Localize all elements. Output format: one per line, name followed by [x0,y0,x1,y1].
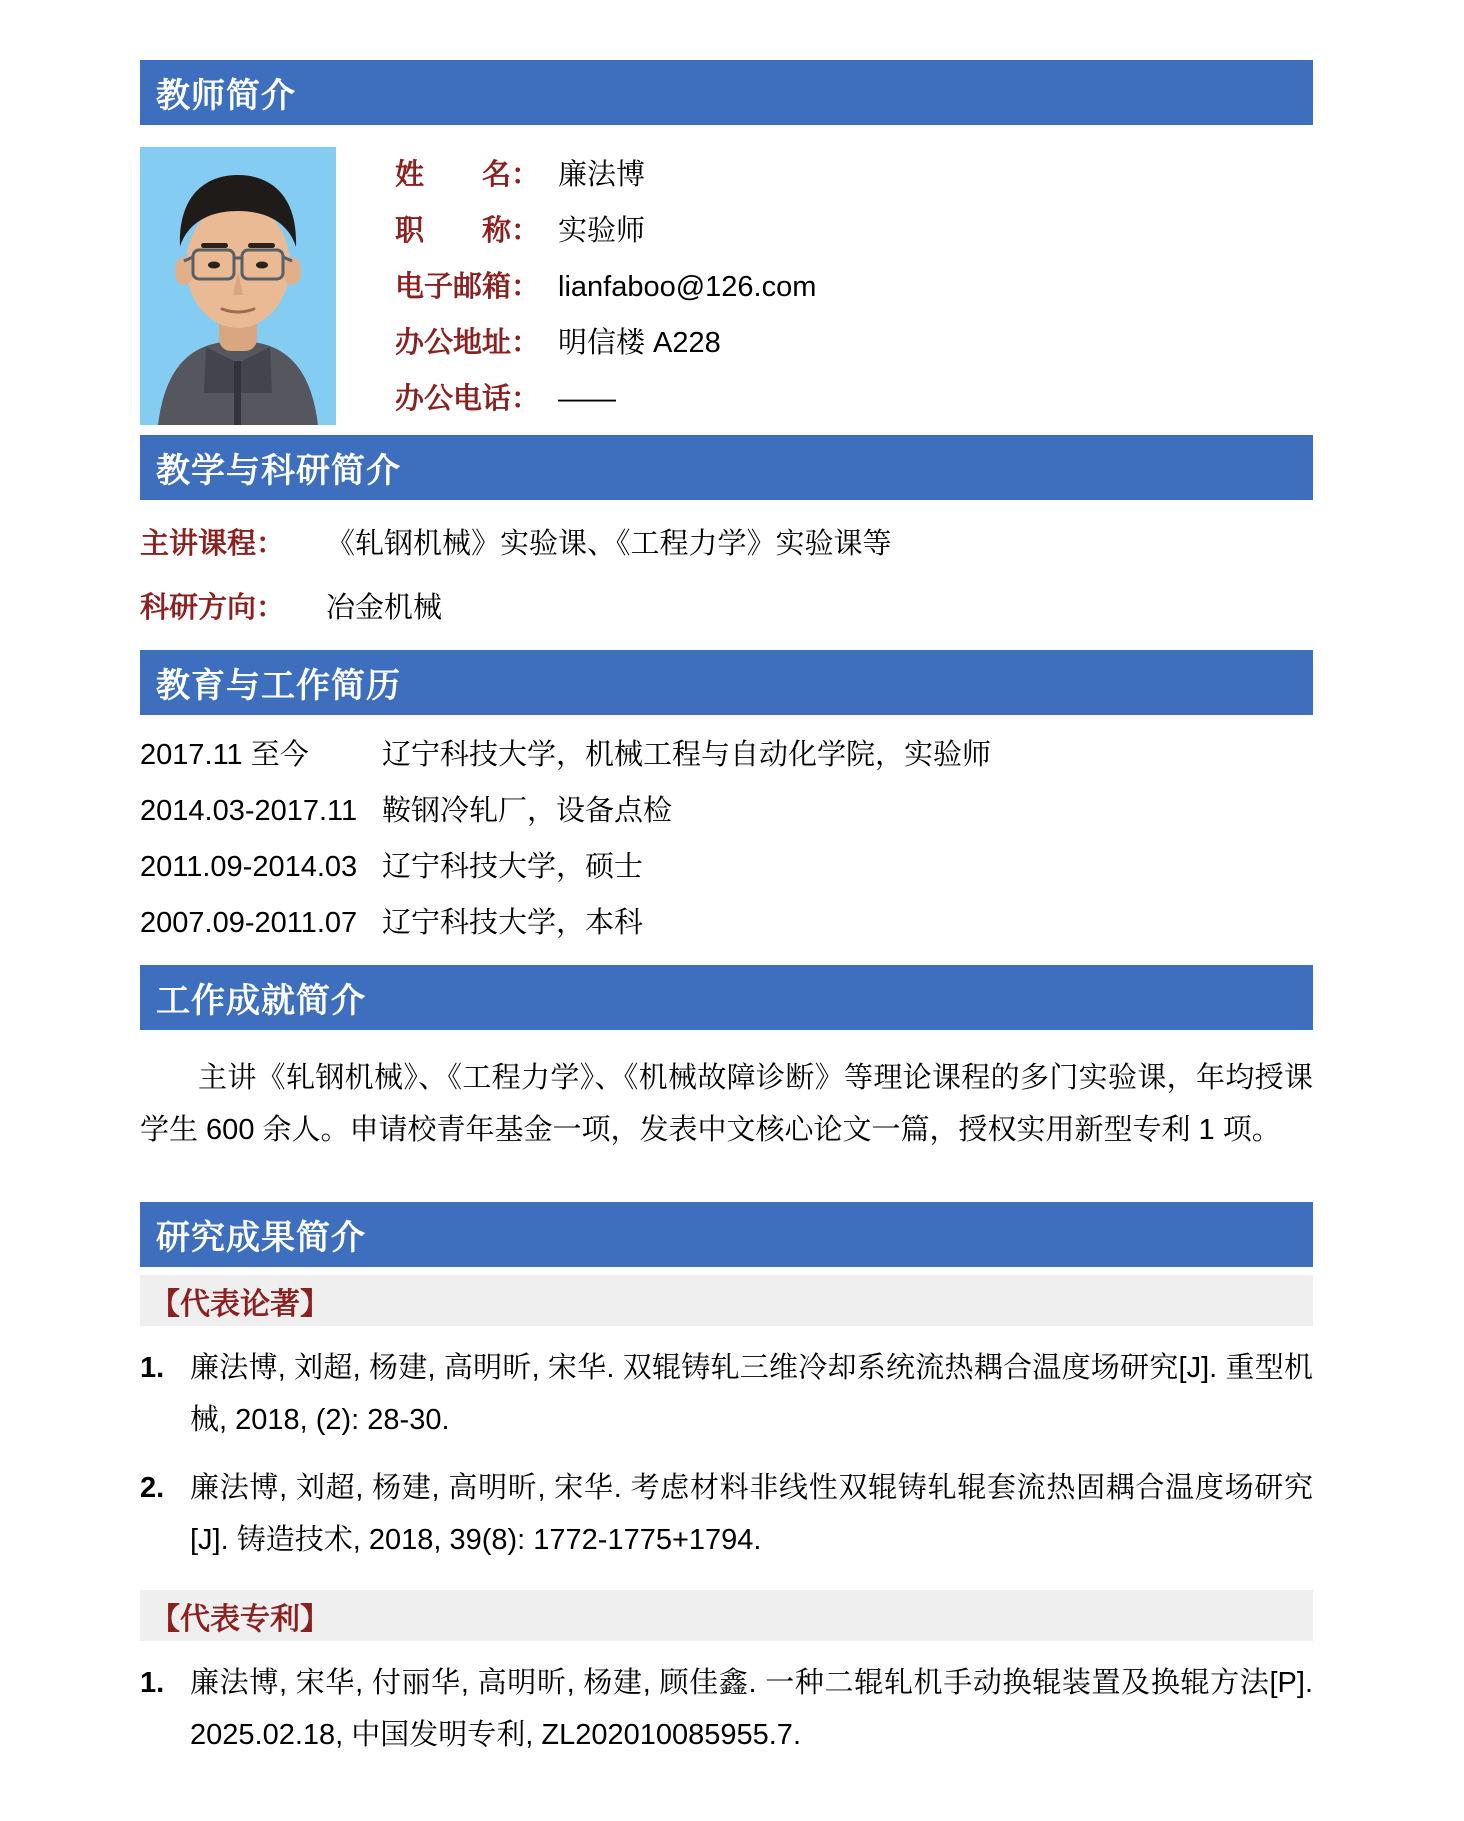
section-header-career [140,650,1313,715]
section-title-achievements: 工作成就简介 [156,982,366,1020]
section-title-teaching-research: 教学与科研简介 [156,452,401,490]
profile-block [140,147,1313,435]
section-header-teacher-intro [140,60,1313,125]
field-office-address [395,323,816,363]
field-title [395,211,816,251]
research-direction-row [140,588,1313,628]
section-header-achievements [140,965,1313,1030]
timeline-period: 2014.03-2017.11 [140,795,358,827]
section-header-research-results [140,1202,1313,1267]
section-title-teacher-intro: 教师简介 [156,77,296,115]
profile-photo [140,147,336,425]
timeline-row [140,903,1313,943]
subheading-patents-label: 【代表专利】 [150,1602,330,1636]
timeline-row [140,735,1313,775]
field-office-phone-label: 办公电话： [395,383,541,415]
publication-text: 廉法博, 刘超, 杨建, 高明昕, 宋华. 考虑材料非线性双辊铸轧辊套流热固耦合温度场研究[J]. 铸造技术, 2018, 39(8): 1772-1775+1794. [190,1472,1313,1556]
field-office-phone-value: —— [558,383,616,415]
section-title-career: 教育与工作简历 [156,667,401,705]
timeline-detail: 鞍钢冷轧厂，设备点检 [382,795,673,827]
timeline-period: 2011.09-2014.03 [140,851,358,883]
achievements-paragraph: 主讲《轧钢机械》、《工程力学》、《机械故障诊断》等理论课程的多门实验课，年均授课学生 600 余人。申请校青年基金一项，发表中文核心论文一篇，授权实用新型专利 1 项。 [140,1062,1313,1146]
timeline-detail: 辽宁科技大学，硕士 [382,851,644,883]
timeline-period: 2007.09-2011.07 [140,907,358,939]
field-title-value: 实验师 [558,215,646,247]
timeline-row [140,847,1313,887]
subheading-publications-label: 【代表论著】 [150,1287,330,1321]
subheading-publications [140,1275,1313,1326]
timeline-detail: 辽宁科技大学，本科 [382,907,644,939]
publication-text: 廉法博, 刘超, 杨建, 高明昕, 宋华. 双辊铸轧三维冷却系统流热耦合温度场研究[J]. 重型机械, 2018, (2): 28-30. [190,1352,1313,1436]
timeline-row [140,791,1313,831]
field-office-phone [395,379,816,419]
field-office-address-label: 办公地址： [395,327,541,359]
career-timeline [140,715,1313,943]
field-email [395,267,816,307]
timeline-detail: 辽宁科技大学，机械工程与自动化学院，实验师 [382,739,992,771]
publication-item [140,1342,1313,1446]
courses-label: 主讲课程： [140,528,286,560]
research-direction-value: 冶金机械 [326,592,443,624]
courses-value: 《轧钢机械》实验课、《工程力学》实验课等 [326,528,892,560]
field-title-label: 职 称： [395,215,541,247]
courses-row [140,524,1313,564]
publication-item [140,1462,1313,1566]
field-office-address-value: 明信楼 A228 [558,327,721,359]
section-title-research-results: 研究成果简介 [156,1219,366,1257]
field-name-label: 姓 名： [395,159,541,191]
patent-number: 1. [140,1667,165,1699]
timeline-period: 2017.11 至今 [140,739,309,771]
subheading-patents [140,1590,1313,1641]
section-header-teaching-research [140,435,1313,500]
patent-text: 廉法博, 宋华, 付丽华, 高明昕, 杨建, 顾佳鑫. 一种二辊轧机手动换辊装置及换辊方法[P]. 2025.02.18, 中国发明专利, ZL202010085955.7. [190,1667,1313,1751]
patent-item [140,1657,1313,1761]
publication-number: 2. [140,1472,165,1504]
field-name [395,155,816,195]
profile-fields [395,147,816,435]
field-email-value: lianfaboo@126.com [558,271,817,303]
research-direction-label: 科研方向： [140,592,286,624]
field-email-label: 电子邮箱： [395,271,541,303]
portrait-photo-graphic [140,147,336,425]
field-name-value: 廉法博 [558,159,646,191]
publication-number: 1. [140,1352,165,1384]
